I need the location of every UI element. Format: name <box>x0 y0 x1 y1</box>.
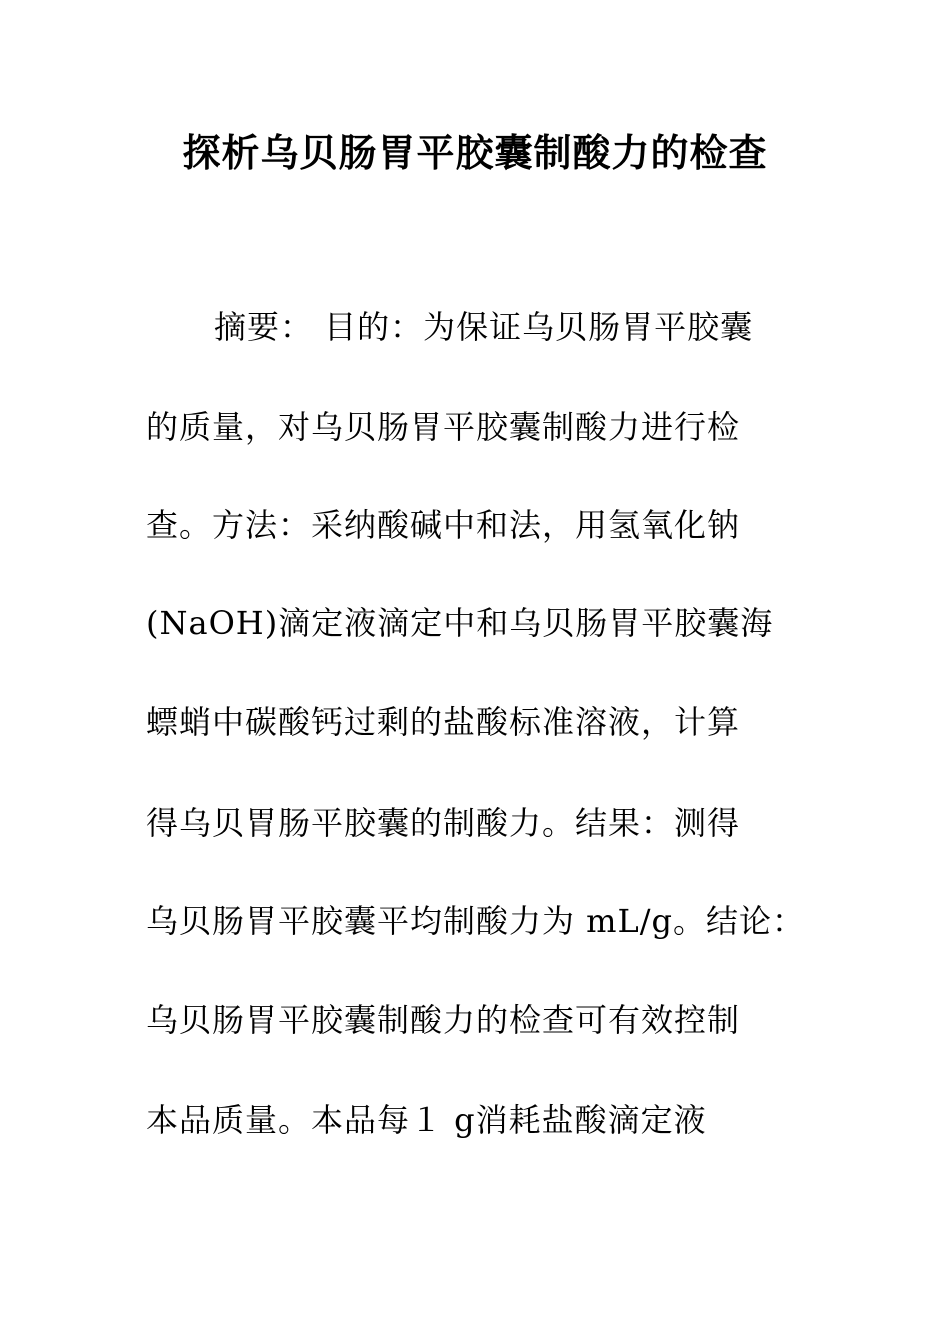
abstract-line-2: 的质量，对乌贝肠胃平胶囊制酸力进行检 <box>146 408 741 446</box>
abstract-line-7: 乌贝肠胃平胶囊平均制酸力为 mL/g。结论： <box>146 902 806 940</box>
abstract-line-9: 本品质量。本品每１ g消耗盐酸滴定液 <box>146 1101 707 1139</box>
abstract-line-8: 乌贝肠胃平胶囊制酸力的检查可有效控制 <box>146 1001 741 1039</box>
abstract-line-5: 螵蛸中碳酸钙过剩的盐酸标准溶液，计算 <box>146 703 741 741</box>
abstract-line-3: 查。方法：采纳酸碱中和法，用氢氧化钠 <box>146 506 741 544</box>
abstract-line-4: (NaOH)滴定液滴定中和乌贝肠胃平胶囊海 <box>146 604 774 642</box>
abstract-line-1: 摘要： 目的：为保证乌贝肠胃平胶囊 <box>214 308 754 346</box>
document-title: 探析乌贝肠胃平胶囊制酸力的检查 <box>182 130 768 175</box>
abstract-line-6: 得乌贝胃肠平胶囊的制酸力。结果：测得 <box>146 804 741 842</box>
